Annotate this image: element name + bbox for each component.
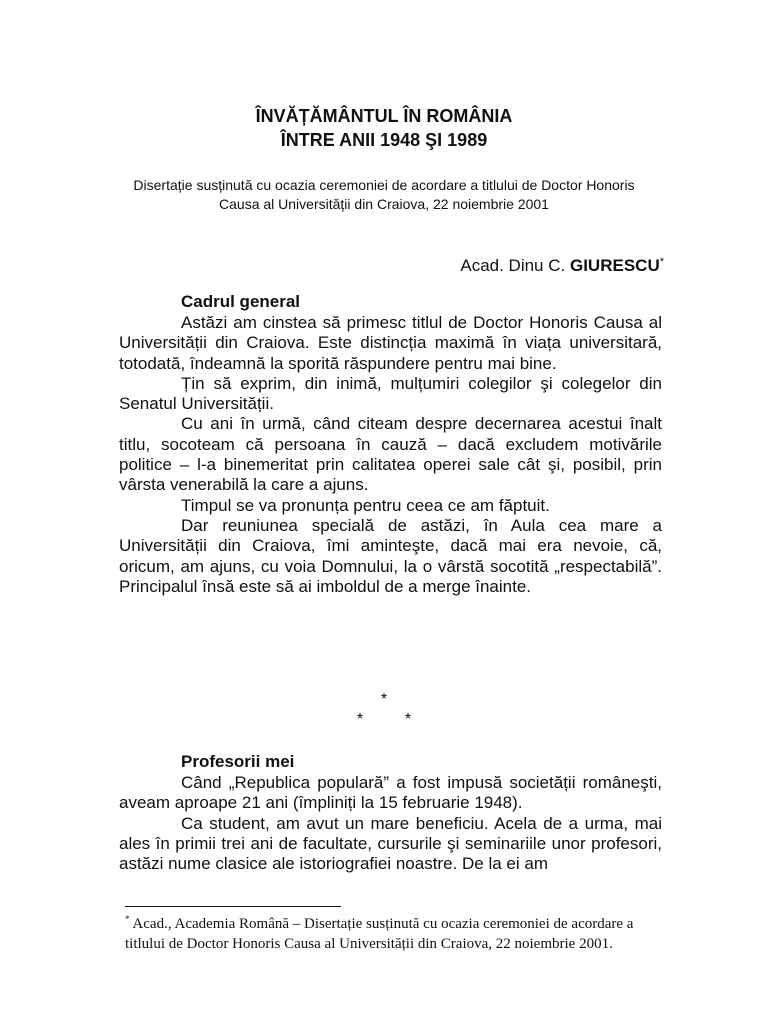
paragraph: Când „Republica populară” a fost impusă societății româneşti, aveam aproape 21 ani (împliniți la 15 februarie 1948). xyxy=(119,773,662,813)
document-title xyxy=(0,104,768,152)
footnote-divider xyxy=(125,906,341,907)
author-surname: GIURESCU xyxy=(569,256,660,275)
paragraph: Cu ani în urmă, când citeam despre decernarea acestui înalt titlu, socoteam că persoana în cauză – dacă excludem motivările politice – l-a binemeritat prin calitatea operei sale cât şi, posibil, prin vârsta venerabilă la care a ajuns. xyxy=(119,414,662,495)
section-heading: Profesorii mei xyxy=(181,752,295,771)
author-prefix: Acad. Dinu C. xyxy=(460,256,566,275)
section-profesorii-mei xyxy=(119,751,662,874)
paragraph: Ca student, am avut un mare beneficiu. Acela de a urma, mai ales în primii trei ani de facultate, cursurile şi seminariile unor profesori, astăzi nume clasice ale istoriografiei noastre. De la ei am xyxy=(119,813,662,874)
separator-star: * xyxy=(356,711,364,728)
separator-star: * xyxy=(404,711,412,728)
footnote xyxy=(125,914,661,954)
paragraph: Timpul se va pronunța pentru ceea ce am făptuit. xyxy=(181,495,550,515)
paragraph: Țin să exprim, din inimă, mulțumiri colegilor şi colegelor din Senatul Universității. xyxy=(119,373,662,414)
footnote-mark: * xyxy=(125,914,130,924)
document-subtitle xyxy=(110,176,658,214)
footnote-text: Acad., Academia Română – Disertație susținută cu ocazia ceremoniei de acordare a titlului de Doctor Honoris Causa al Universității din Craiova, 22 noiembrie 2001. xyxy=(125,916,634,952)
title-line-1: ÎNVĂȚĂMÂNTUL ÎN ROMÂNIA xyxy=(255,106,513,126)
separator-star: * xyxy=(380,691,388,708)
author-line xyxy=(460,255,664,277)
paragraph: Astăzi am cinstea să primesc titlul de Doctor Honoris Causa al Universității din Craiova. Este distincția maximă în viața universitară, totodată, îndeamnă la sporită răspundere pentru mai bine. xyxy=(119,313,662,373)
title-line-2: ÎNTRE ANII 1948 ŞI 1989 xyxy=(280,130,488,150)
section-separator xyxy=(0,690,768,730)
author-footnote-mark: * xyxy=(659,256,664,268)
section-cadrul-general xyxy=(119,291,662,597)
section-heading: Cadrul general xyxy=(181,292,301,311)
paragraph: Dar reuniunea specială de astăzi, în Aula cea mare a Universității din Craiova, îmi aminteşte, dacă mai era nevoie, că, oricum, am ajuns, cu voia Domnului, la o vârstă socotită „respectabilă”. Principalul însă este să ai imboldul de a merge înainte. xyxy=(119,515,662,596)
subtitle-line-1: Disertație susținută cu ocazia ceremoniei de acordare a titlului de Doctor Honoris xyxy=(133,177,635,193)
subtitle-line-2: Causa al Universității din Craiova, 22 noiembrie 2001 xyxy=(219,196,549,212)
